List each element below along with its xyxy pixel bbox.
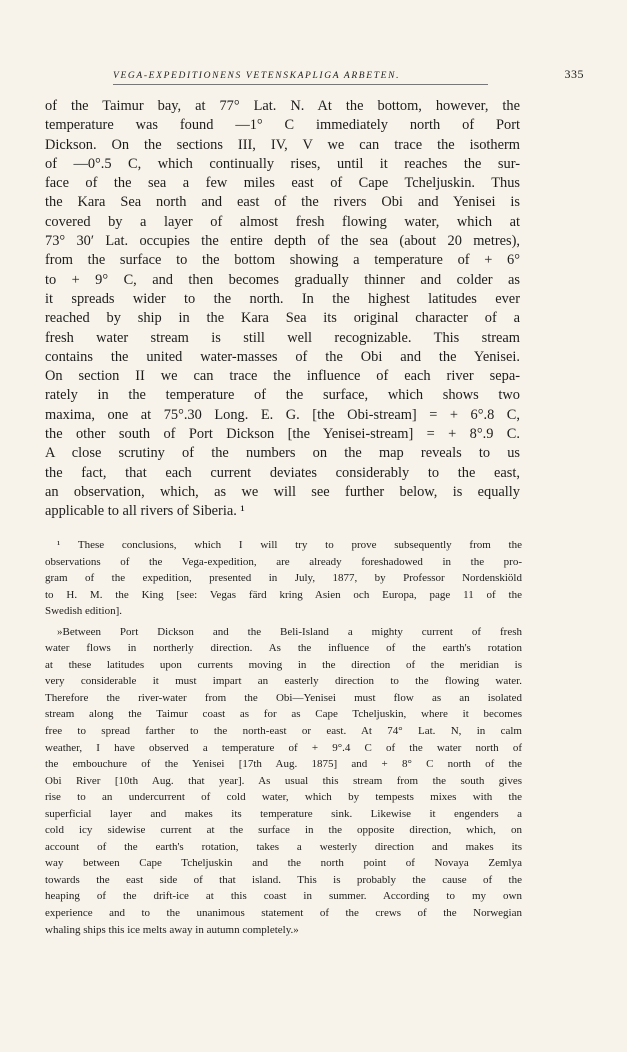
body-line: of the Taimur bay, at 77° Lat. N. At the bottom, however, the [45,98,520,114]
footnote-line: account of the earth's rotation, takes a westerly direction and makes its [45,840,522,853]
body-line: face of the sea a few miles east of Cape Tcheljuskin. Thus [45,175,520,192]
footnote-line: heaping of the drift-ice at this coast in summer. According to my own [45,890,522,903]
body-line: A close scrutiny of the numbers on the map reveals to us [45,445,520,462]
footnote-quotation [45,624,522,938]
body-line: Dickson. On the sections III, IV, V we can trace the isotherm [45,136,520,153]
footnote-line: water flows in northerly direction. As the influence of the earth's rotation [45,642,522,655]
footnote-line: Swedish edition]. [45,605,122,618]
footnote-1 [45,537,522,620]
body-line: from the surface to the bottom showing a temperature of + 6° [45,252,520,269]
body-line: On section II we can trace the influence of each river sepa- [45,368,520,385]
body-line: the other south of Port Dickson [the Yenisei-stream] = + 8°.9 C. [45,426,520,443]
footnote-line: very considerable it must impart an easterly direction to the flowing water. [45,675,522,688]
footnote-line: cold icy sidewise current at the surface in the opposite direction, which, on [45,824,522,837]
footnote-line: Therefore the river-water from the Obi—Yenisei must flow as an isolated [45,691,522,704]
main-paragraph [45,97,520,522]
footnote-line: at these latitudes upon currents moving in the direction of the meridian is [45,658,522,671]
footnote-line: weather, I have observed a temperature of + 9°.4 C of the water north of [45,741,522,754]
footnote-line: to H. M. the King [see: Vegas färd kring Asien och Europa, page 11 of the [45,588,522,601]
body-line: the fact, that each current deviates considerably to the east, [45,464,520,481]
body-line: rately in the temperature of the surface, which shows two [45,387,520,404]
footnote-line: way between Cape Tcheljuskin and the north point of Novaya Zemlya [45,857,522,870]
body-line: to + 9° C, and then becomes gradually thinner and colder as [45,271,520,288]
footnote-line: the embouchure of the Yenisei [17th Aug. 1875] and + 8° C north of the [45,758,522,771]
body-line: the Kara Sea north and east of the rivers Obi and Yenisei is [45,194,520,211]
footnote-line: Obi River [10th Aug. that year]. As usual this stream from the south gives [45,774,522,787]
body-line: maxima, one at 75°.30 Long. E. G. [the Obi-stream] = + 6°.8 C, [45,406,520,423]
footnote-line: observations of the Vega-expedition, are already foreshadowed in the pro- [45,555,522,568]
body-line: 73° 30′ Lat. occupies the entire depth of the sea (about 20 metres), [45,233,520,250]
footnotes [45,537,522,938]
footnote-line: gram of the expedition, presented in July, 1877, by Professor Nordenskiöld [45,572,522,585]
header-rule [113,84,488,85]
footnote-line: towards the east side of that island. This is probably the cause of the [45,873,522,886]
page-number: 335 [564,67,584,81]
footnote-line: »Between Port Dickson and the Beli-Island a mighty current of fresh [57,625,522,638]
footnote-line: superficial layer and makes its temperature sink. Likewise it engenders a [45,807,522,820]
footnote-line: ¹ These conclusions, which I will try to prove subsequently from the [57,539,522,551]
footnote-line: free to spread farther to the north-east or east. At 74° Lat. N, in calm [45,725,522,738]
body-line: fresh water stream is still well recognizable. This stream [45,329,520,346]
body-line: applicable to all rivers of Siberia. ¹ [45,503,245,520]
footnote-line: stream along the Taimur coast as for as Cape Tcheljuskin, where it becomes [45,708,522,721]
running-title: VEGA-EXPEDITIONENS VETENSKAPLIGA ARBETEN. [113,71,401,81]
footnote-line: whaling ships this ice melts away in autumn completely.» [45,923,299,936]
body-line: temperature was found —1° C immediately north of Port [45,117,520,134]
body-line: it spreads wider to the north. In the highest latitudes ever [45,290,520,307]
body-line: an observation, which, as we will see further below, is equally [45,483,520,500]
body-line: covered by a layer of almost fresh flowing water, which at [45,213,520,230]
footnote-line: rise to an undercurrent of cold water, which by tempests mixes with the [45,791,522,804]
footnote-line: experience and to the unanimous statement of the crews of the Norwegian [45,907,522,920]
body-line: reached by ship in the Kara Sea its original character of a [45,310,520,327]
body-line: of —0°.5 C, which continually rises, until it reaches the sur- [45,155,520,172]
body-line: contains the united water-masses of the Obi and the Yenisei. [45,348,520,365]
